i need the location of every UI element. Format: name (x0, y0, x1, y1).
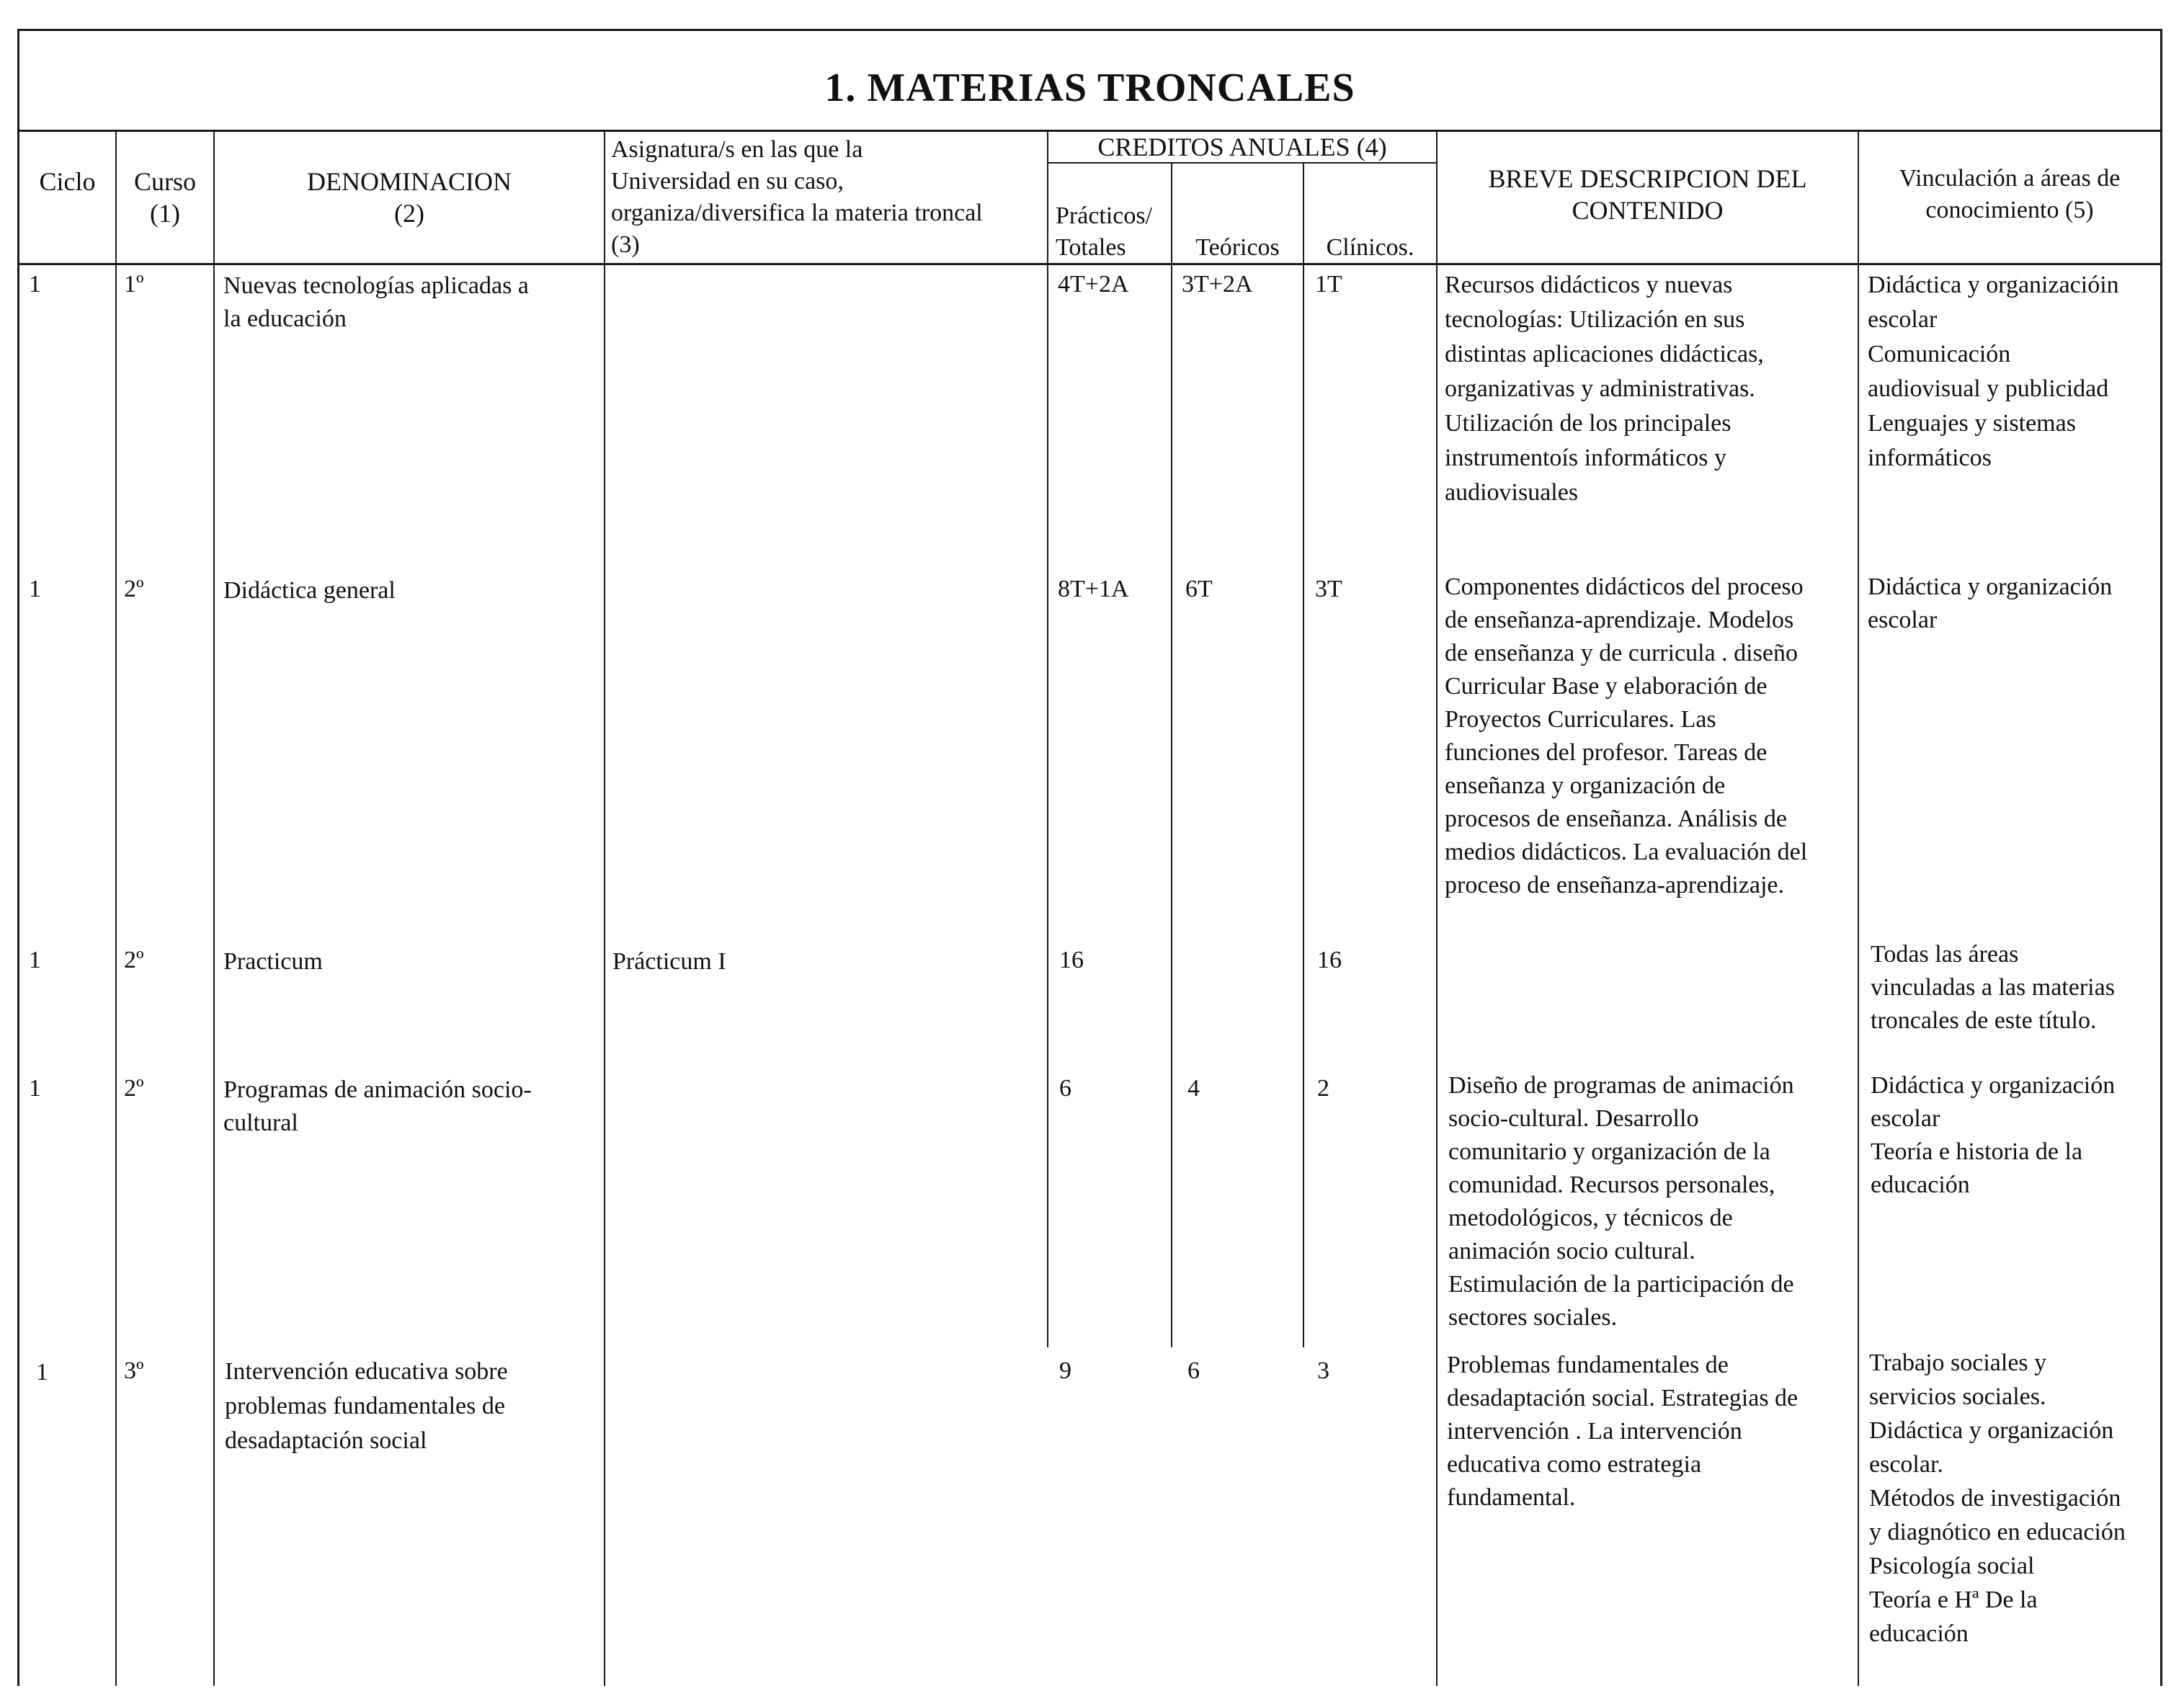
row-teoricos: 6T (1185, 576, 1213, 602)
row-vinculacion: Didáctica y organización escolar (1868, 574, 2113, 633)
row-asignatura: Prácticum I (612, 948, 726, 975)
header-asignatura: Asignatura/s en las que la Universidad en su caso, organiza/diversifica la materia troncal (3) (611, 136, 983, 258)
row-curso: 3º (124, 1357, 144, 1384)
row-vinculacion: Didáctica y organizacióin escolar Comunicación audiovisual y publicidad Lenguajes y sistemas informáticos (1868, 272, 2119, 471)
row-totales: 4T+2A (1058, 271, 1129, 298)
col-sep-4 (1047, 130, 1048, 1347)
table-right-border (2160, 29, 2162, 1686)
col-sep-8 (1858, 130, 1859, 1686)
table-left-border (17, 29, 19, 1686)
col-sep-6 (1303, 162, 1304, 1347)
col-sep-1 (115, 130, 117, 1686)
header-denominacion: DENOMINACION (2) (307, 167, 512, 228)
row-clinicos: 1T (1315, 271, 1342, 298)
row-vinculacion: Todas las áreas vinculadas a las materias troncales de este título. (1871, 941, 2115, 1034)
header-vinculacion: Vinculación a áreas de conocimiento (5) (1899, 165, 2121, 223)
row-vinculacion: Trabajo sociales y servicios sociales. Didáctica y organización escolar. Métodos de investigación y diagnótico en educación Psicología social Teoría e Hª De la educación (1869, 1349, 2126, 1647)
header-practicos-totales: Prácticos/ Totales (1056, 202, 1153, 261)
header-creditos: CREDITOS ANUALES (4) (1097, 133, 1387, 161)
row-denominacion: Practicum (223, 948, 323, 975)
col-sep-7 (1436, 130, 1438, 1686)
row-ciclo: 1 (29, 271, 41, 298)
row-ciclo: 1 (29, 947, 41, 973)
row-curso: 2º (124, 576, 144, 602)
row-totales: 6 (1059, 1075, 1071, 1102)
row-descripcion: Recursos didácticos y nuevas tecnologías: Utilización en sus distintas aplicaciones didácticas, organizativas y administrativas. Utilización de los principales instrumentoís informáticos y audiovisuales (1445, 272, 1764, 506)
row-denominacion: Nuevas tecnologías aplicadas a la educación (223, 272, 529, 332)
header-descripcion: BREVE DESCRIPCION DEL CONTENIDO (1488, 164, 1807, 225)
header-clinicos: Clínicos. (1326, 234, 1414, 261)
row-descripcion: Problemas fundamentales de desadaptación social. Estrategias de intervención . La intervención educativa como estrategia fundamental. (1447, 1352, 1799, 1511)
row-denominacion: Programas de animación socio- cultural (223, 1076, 532, 1136)
row-ciclo: 1 (29, 1075, 41, 1102)
table-top-border (17, 29, 2162, 31)
row-curso: 2º (124, 1075, 144, 1102)
row-curso: 1º (124, 271, 144, 298)
row-clinicos: 3T (1315, 576, 1342, 602)
row-ciclo: 1 (29, 576, 41, 602)
col-sep-3 (604, 130, 605, 1686)
row-totales: 8T+1A (1058, 576, 1129, 602)
row-clinicos: 16 (1317, 947, 1342, 973)
row-curso: 2º (124, 947, 144, 973)
header-teoricos: Teóricos (1195, 234, 1280, 261)
row-teoricos: 6 (1187, 1357, 1200, 1384)
row-ciclo: 1 (36, 1359, 48, 1386)
row-denominacion: Intervención educativa sobre problemas fundamentales de desadaptación social (225, 1358, 508, 1454)
row-descripcion: Componentes didácticos del proceso de enseñanza-aprendizaje. Modelos de enseñanza y de curricula . diseño Curricular Base y elaboración de Proyectos Curriculares. Las funciones del profesor. Tareas de enseñanza y organización de procesos de enseñanza. Análisis de medios didácticos. La evaluación del proceso de enseñanza-aprendizaje. (1445, 574, 1808, 898)
row-denominacion: Didáctica general (223, 577, 396, 604)
row-descripcion: Diseño de programas de animación socio-cultural. Desarrollo comunitario y organización de la comunidad. Recursos personales, metodológicos, y técnicos de animación socio cultural. Estimulación de la participación de sectores sociales. (1448, 1072, 1794, 1331)
row-clinicos: 3 (1317, 1357, 1329, 1384)
col-sep-5 (1171, 162, 1172, 1347)
page-title: 1. MATERIAS TRONCALES (824, 66, 1355, 110)
row-clinicos: 2 (1317, 1075, 1329, 1102)
header-curso: Curso (1) (133, 167, 196, 228)
row-totales: 9 (1059, 1357, 1071, 1384)
row-vinculacion: Didáctica y organización escolar Teoría e historia de la educación (1871, 1072, 2116, 1198)
row-teoricos: 4 (1187, 1075, 1200, 1102)
header-ciclo: Ciclo (39, 167, 96, 196)
row-totales: 16 (1059, 947, 1084, 973)
row-teoricos: 3T+2A (1182, 271, 1253, 298)
col-sep-2 (213, 130, 215, 1686)
